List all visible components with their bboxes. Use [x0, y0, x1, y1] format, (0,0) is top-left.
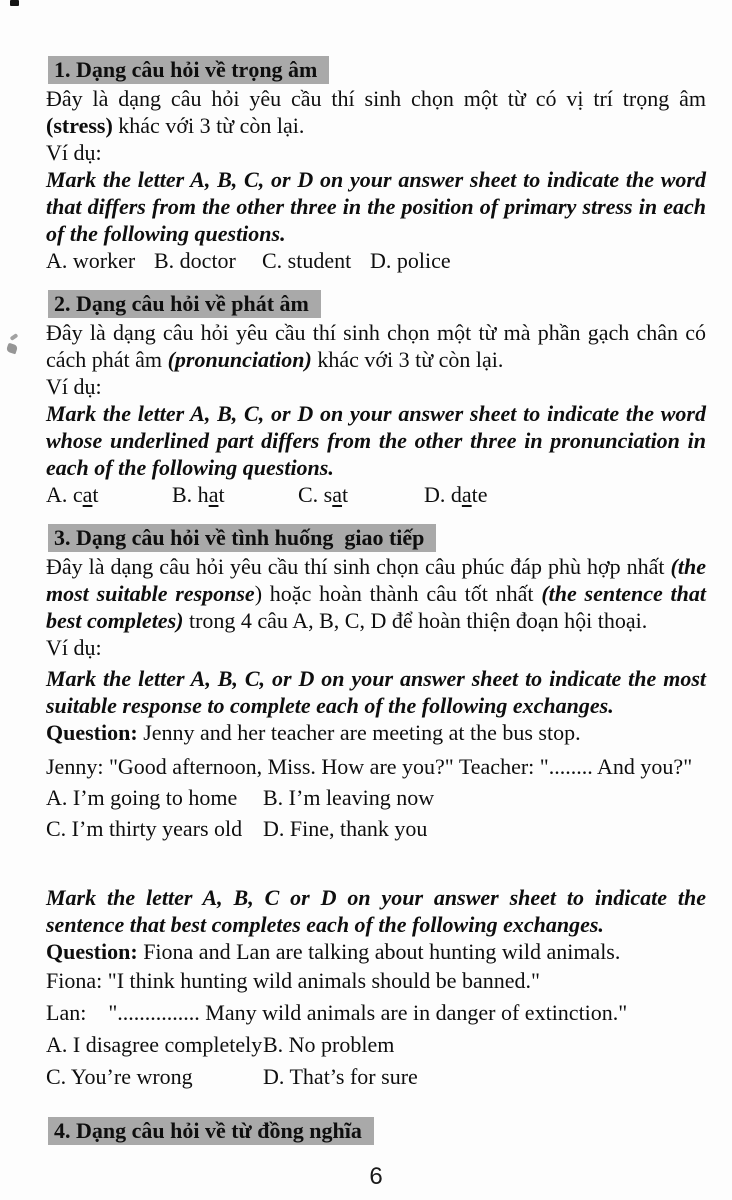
option-c: C. You’re wrong [46, 1064, 193, 1089]
section-3-intro-text-a: Đây là dạng câu hỏi yêu cầu thí sinh chọn câu phúc đáp phù hợp nhất [46, 554, 671, 579]
option-b-underlined: a [208, 482, 219, 507]
option-d [424, 481, 488, 508]
section-3-term-completes: (the sentence that best completes) [46, 581, 706, 633]
option-b [172, 481, 298, 508]
section-2-term-pronunciation: (pronunciation) [167, 347, 312, 372]
option-a: A. worker [46, 248, 136, 273]
question-2-options-row-2 [46, 1061, 706, 1093]
option-b: B. No problem [263, 1032, 395, 1057]
scan-artifact-top [10, 0, 19, 6]
option-c [298, 481, 424, 508]
option-a: A. I’m going to home [46, 785, 238, 810]
question-1-options-row-2 [46, 813, 706, 844]
section-1-instruction: Mark the letter A, B, C, or D on your answer sheet to indicate the word that differs from the other three in the position of primary stress in each of the following questions. [46, 167, 706, 246]
option-d-underlined: a [461, 482, 472, 507]
option-c: C. student [262, 248, 352, 273]
option-d: D. That’s for sure [263, 1064, 418, 1089]
question-1-label: Question: [46, 720, 138, 745]
section-2-intro-text-a: Đây là dạng câu hỏi yêu cầu thí sinh chọn một từ mà phần gạch chân có cách phát âm [46, 320, 706, 372]
option-a-prefix: A. c [46, 482, 83, 507]
section-3-instruction: Mark the letter A, B, C, or D on your answer sheet to indicate the most suitable response to complete each of the following exchanges. [46, 666, 706, 718]
page-content [46, 56, 706, 1146]
section-1-example-label: Ví dụ: [46, 140, 102, 165]
page-number: 6 [369, 1163, 383, 1190]
section-2-intro-text-c: khác với 3 từ còn lại. [311, 347, 504, 372]
option-b: B. doctor [154, 248, 236, 273]
section-3-example-label: Ví dụ: [46, 635, 102, 660]
question-2-dialogue-lan: Lan: "............... Many wild animals are in danger of extinction." [46, 1000, 628, 1025]
section-2-intro [46, 319, 706, 373]
question-2-label: Question: [46, 939, 138, 964]
section-1-options-row [46, 247, 706, 274]
section-1-intro-text-c: khác với 3 từ còn lại. [112, 113, 305, 138]
section-3-heading-row [46, 524, 706, 552]
question-1 [46, 719, 706, 746]
section-1-intro-text-a: Đây là dạng câu hỏi yêu cầu thí sinh chọn một từ có vị trí trọng âm [46, 86, 706, 111]
section-2-heading: 2. Dạng câu hỏi về phát âm [48, 290, 321, 318]
section-3-heading: 3. Dạng câu hỏi về tình huống giao tiếp [48, 524, 436, 552]
option-a-underlined: a [82, 482, 93, 507]
section-1-intro [46, 85, 706, 139]
section-3-term-response: (the most suitable response [46, 554, 706, 606]
option-c: C. I’m thirty years old [46, 816, 243, 841]
section-3-intro-text-e: trong 4 câu A, B, C, D để hoàn thiện đoạn hội thoại. [183, 608, 648, 633]
question-2-options-row-1 [46, 1029, 706, 1061]
section-4-heading: 4. Dạng câu hỏi về từ đồng nghĩa [48, 1117, 374, 1145]
section-3-intro-text-c: ) hoặc hoàn thành câu tốt nhất [254, 581, 542, 606]
question-1-text: Jenny and her teacher are meeting at the bus stop. [137, 720, 581, 745]
scan-artifact-left-1 [10, 333, 19, 341]
question-1-options-row-1 [46, 782, 706, 813]
option-c-suffix: t [342, 482, 349, 507]
section-2-example-label: Ví dụ: [46, 374, 102, 399]
option-d-suffix: te [471, 482, 488, 507]
question-2-dialogue-fiona: Fiona: "I think hunting wild animals should be banned." [46, 968, 540, 993]
option-d-prefix: D. d [424, 482, 462, 507]
question-1-dialogue: Jenny: "Good afternoon, Miss. How are you?" Teacher: "........ And you?" [46, 754, 693, 779]
option-c-underlined: a [332, 482, 343, 507]
option-b: B. I’m leaving now [263, 785, 435, 810]
option-d: D. Fine, thank you [263, 816, 428, 841]
question-2-text: Fiona and Lan are talking about hunting wild animals. [137, 939, 621, 964]
option-a: A. I disagree completely [46, 1032, 263, 1057]
section-3-intro [46, 553, 706, 634]
option-c-prefix: C. s [298, 482, 333, 507]
option-a [46, 481, 172, 508]
section-1-heading: 1. Dạng câu hỏi về trọng âm [48, 56, 329, 84]
section-4-heading-row [46, 1117, 706, 1145]
section-2-instruction: Mark the letter A, B, C, or D on your answer sheet to indicate the word whose underlined part differs from the other three in pronunciation in each of the following questions. [46, 401, 706, 480]
option-b-prefix: B. h [172, 482, 209, 507]
section-1-heading-row [46, 56, 706, 84]
option-d: D. police [370, 248, 451, 273]
section-3-instruction-2: Mark the letter A, B, C or D on your answer sheet to indicate the sentence that best completes each of the following exchanges. [46, 885, 706, 937]
question-2 [46, 938, 706, 965]
section-2-heading-row [46, 290, 706, 318]
option-b-suffix: t [218, 482, 225, 507]
option-a-suffix: t [92, 482, 99, 507]
scan-artifact-left-2 [6, 343, 18, 355]
section-1-term-stress: (stress) [46, 113, 113, 138]
section-2-options-row [46, 481, 706, 508]
